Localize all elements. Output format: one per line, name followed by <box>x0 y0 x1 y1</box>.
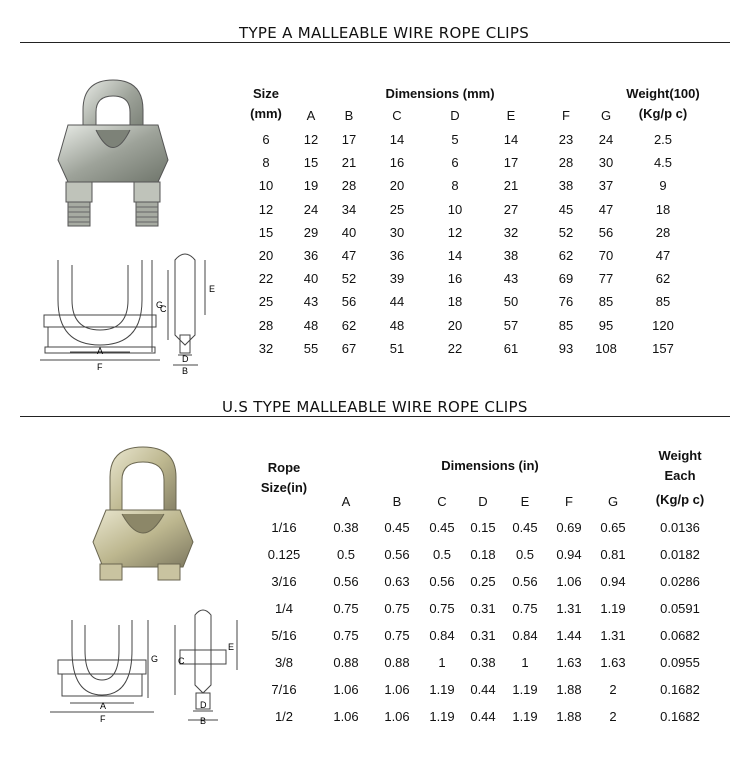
table-cell: 18 <box>655 201 671 217</box>
table-cell: 0.75 <box>512 601 538 616</box>
table-cell: 157 <box>652 340 674 356</box>
table-cell: 20 <box>389 178 405 194</box>
table-cell: 14 <box>503 132 519 147</box>
column-header-d: D <box>450 108 460 123</box>
table-cell: 10 <box>258 178 274 194</box>
table-cell: 0.0182 <box>660 547 700 562</box>
table-cell: 0.88 <box>384 655 410 670</box>
us-wire-rope-clip-photo <box>88 442 198 592</box>
label-d: D <box>200 700 207 710</box>
table-cell: 21 <box>503 178 519 194</box>
table-cell: 76 <box>558 294 574 310</box>
table-cell: 14 <box>447 248 463 263</box>
table-cell: 0.75 <box>384 601 410 616</box>
table-cell: 1.06 <box>384 709 410 724</box>
table-cell: 1.63 <box>556 655 582 670</box>
section-a-title: TYPE A MALLEABLE WIRE ROPE CLIPS <box>239 24 530 42</box>
table-cell: 4.5 <box>653 155 673 171</box>
table-cell: 0.75 <box>333 601 359 616</box>
table-cell: 61 <box>503 340 519 356</box>
table-cell: 67 <box>341 340 357 356</box>
divider <box>20 416 730 417</box>
table-cell: 0.84 <box>512 628 538 643</box>
table-cell: 23 <box>558 132 574 147</box>
header-weight-each: Each <box>664 468 696 483</box>
table-cell: 0.44 <box>470 709 496 724</box>
table-cell: 40 <box>303 271 319 287</box>
column-header-g: G <box>600 108 612 123</box>
table-cell: 30 <box>389 224 405 240</box>
table-cell: 43 <box>503 271 519 287</box>
column-header-e: E <box>506 108 516 123</box>
header-rope: Rope <box>267 460 301 475</box>
table-cell: 32 <box>503 224 519 240</box>
label-g: G <box>156 300 164 310</box>
label-a: A <box>100 701 107 711</box>
table-cell: 56 <box>598 224 614 240</box>
table-cell: 40 <box>341 224 357 240</box>
table-cell: 85 <box>558 317 574 333</box>
table-cell: 95 <box>598 317 614 333</box>
table-cell: 10 <box>447 201 463 217</box>
table-cell: 1.06 <box>333 682 359 697</box>
table-cell: 20 <box>447 317 463 333</box>
header-dimensions: Dimensions (in) <box>441 458 539 473</box>
table-cell: 28 <box>341 178 357 194</box>
table-cell: 8 <box>262 155 270 171</box>
label-d: D <box>182 354 189 364</box>
label-c: C <box>160 304 167 314</box>
table-cell: 0.45 <box>384 520 410 535</box>
table-cell: 15 <box>258 224 274 240</box>
label-g: G <box>151 654 159 664</box>
table-cell: 0.65 <box>600 520 626 535</box>
table-cell: 1/2 <box>274 709 294 724</box>
table-cell: 70 <box>598 248 614 263</box>
table-cell: 1.19 <box>512 709 538 724</box>
table-cell: 0.18 <box>470 547 496 562</box>
table-cell: 34 <box>341 201 357 217</box>
table-cell: 24 <box>598 132 614 147</box>
label-a: A <box>97 346 104 356</box>
table-cell: 108 <box>595 340 617 356</box>
column-header-e: E <box>520 494 530 509</box>
table-cell: 0.125 <box>267 547 301 562</box>
table-cell: 37 <box>598 178 614 194</box>
table-cell: 0.44 <box>470 682 496 697</box>
table-cell: 8 <box>451 178 459 194</box>
table-cell: 0.75 <box>384 628 410 643</box>
table-cell: 43 <box>303 294 319 310</box>
table-cell: 0.25 <box>470 574 496 589</box>
table-cell: 0.63 <box>384 574 410 589</box>
table-cell: 1.19 <box>512 682 538 697</box>
wire-rope-clip-photo <box>38 70 188 235</box>
table-cell: 32 <box>258 340 274 356</box>
table-cell: 1 <box>521 655 529 670</box>
column-header-b: B <box>344 108 354 123</box>
table-cell: 17 <box>341 132 357 147</box>
table-cell: 5/16 <box>271 628 297 643</box>
table-cell: 0.38 <box>470 655 496 670</box>
table-cell: 0.31 <box>470 628 496 643</box>
table-cell: 0.56 <box>512 574 538 589</box>
table-cell: 5 <box>451 132 459 147</box>
column-header-f: F <box>565 494 573 509</box>
table-cell: 1/16 <box>271 520 297 535</box>
table-cell: 47 <box>655 248 671 263</box>
table-cell: 0.75 <box>429 601 455 616</box>
table-cell: 0.38 <box>333 520 359 535</box>
table-cell: 77 <box>598 271 614 287</box>
table-cell: 0.5 <box>336 547 356 562</box>
header-size-unit: (mm) <box>250 106 282 121</box>
table-cell: 21 <box>341 155 357 171</box>
table-cell: 0.5 <box>515 547 535 562</box>
table-cell: 18 <box>447 294 463 310</box>
header-weight-unit: (Kg/p c) <box>638 106 688 121</box>
table-cell: 0.56 <box>384 547 410 562</box>
table-cell: 14 <box>389 132 405 147</box>
table-cell: 0.5 <box>432 547 452 562</box>
table-cell: 55 <box>303 340 319 356</box>
table-cell: 1.31 <box>556 601 582 616</box>
table-cell: 12 <box>303 132 319 147</box>
table-cell: 1.06 <box>384 682 410 697</box>
table-cell: 0.88 <box>333 655 359 670</box>
table-cell: 0.0591 <box>660 601 700 616</box>
table-cell: 69 <box>558 271 574 287</box>
table-cell: 0.84 <box>429 628 455 643</box>
table-cell: 0.0136 <box>660 520 700 535</box>
label-c: C <box>178 656 185 666</box>
column-header-f: F <box>562 108 570 123</box>
table-cell: 0.1682 <box>660 682 700 697</box>
table-cell: 22 <box>258 271 274 287</box>
table-cell: 1.88 <box>556 709 582 724</box>
section-us-title: U.S TYPE MALLEABLE WIRE ROPE CLIPS <box>222 398 528 416</box>
table-cell: 1.06 <box>333 709 359 724</box>
table-cell: 120 <box>652 317 674 333</box>
header-dimensions: Dimensions (mm) <box>385 86 495 101</box>
table-cell: 1.19 <box>429 682 455 697</box>
table-cell: 85 <box>655 294 671 310</box>
header-weight-unit: (Kg/p c) <box>655 492 705 507</box>
table-cell: 1.19 <box>600 601 626 616</box>
us-type-spec-table <box>240 446 730 736</box>
column-header-b: B <box>392 494 402 509</box>
table-cell: 39 <box>389 271 405 287</box>
table-cell: 56 <box>341 294 357 310</box>
label-b: B <box>200 716 207 725</box>
table-cell: 3/16 <box>271 574 297 589</box>
label-f: F <box>100 714 106 724</box>
table-cell: 62 <box>655 271 671 287</box>
table-cell: 47 <box>598 201 614 217</box>
label-b: B <box>182 366 189 375</box>
us-clip-dimension-diagram <box>30 600 240 725</box>
table-cell: 1.44 <box>556 628 582 643</box>
table-cell: 0.56 <box>333 574 359 589</box>
table-cell: 0.0286 <box>660 574 700 589</box>
table-cell: 0.75 <box>333 628 359 643</box>
table-cell: 15 <box>303 155 319 171</box>
header-weight: Weight(100) <box>626 86 700 101</box>
table-cell: 36 <box>389 248 405 263</box>
table-cell: 6 <box>451 155 459 171</box>
table-cell: 0.56 <box>429 574 455 589</box>
table-cell: 30 <box>598 155 614 171</box>
table-cell: 1.63 <box>600 655 626 670</box>
table-cell: 25 <box>389 201 405 217</box>
table-cell: 2 <box>609 709 617 724</box>
table-cell: 20 <box>258 248 274 263</box>
table-cell: 2.5 <box>653 132 673 147</box>
table-cell: 0.45 <box>429 520 455 535</box>
table-cell: 93 <box>558 340 574 356</box>
table-cell: 12 <box>447 224 463 240</box>
table-cell: 16 <box>447 271 463 287</box>
type-a-spec-table <box>240 84 720 364</box>
label-e: E <box>228 642 235 652</box>
table-cell: 1.88 <box>556 682 582 697</box>
table-cell: 57 <box>503 317 519 333</box>
table-cell: 0.94 <box>556 547 582 562</box>
table-cell: 25 <box>258 294 274 310</box>
table-cell: 36 <box>303 248 319 263</box>
table-cell: 1.06 <box>556 574 582 589</box>
table-cell: 48 <box>389 317 405 333</box>
divider <box>20 42 730 43</box>
table-cell: 7/16 <box>271 682 297 697</box>
table-cell: 85 <box>598 294 614 310</box>
table-cell: 0.0955 <box>660 655 700 670</box>
table-cell: 0.45 <box>512 520 538 535</box>
table-cell: 28 <box>258 317 274 333</box>
table-cell: 0.94 <box>600 574 626 589</box>
table-cell: 12 <box>258 201 274 217</box>
header-weight: Weight <box>658 448 702 463</box>
table-cell: 45 <box>558 201 574 217</box>
table-cell: 52 <box>558 224 574 240</box>
column-header-c: C <box>437 494 447 509</box>
table-cell: 51 <box>389 340 405 356</box>
table-cell: 62 <box>558 248 574 263</box>
column-header-a: A <box>306 108 316 123</box>
table-cell: 47 <box>341 248 357 263</box>
table-cell: 28 <box>558 155 574 171</box>
table-cell: 62 <box>341 317 357 333</box>
table-cell: 0.15 <box>470 520 496 535</box>
table-cell: 1 <box>438 655 446 670</box>
table-cell: 9 <box>659 178 667 194</box>
table-cell: 19 <box>303 178 319 194</box>
table-cell: 27 <box>503 201 519 217</box>
column-header-d: D <box>478 494 488 509</box>
table-cell: 1.31 <box>600 628 626 643</box>
column-header-a: A <box>341 494 351 509</box>
table-cell: 2 <box>609 682 617 697</box>
table-cell: 24 <box>303 201 319 217</box>
header-rope-unit: Size(in) <box>260 480 308 495</box>
clip-dimension-diagram <box>30 240 235 375</box>
table-cell: 17 <box>503 155 519 171</box>
table-cell: 0.81 <box>600 547 626 562</box>
table-cell: 52 <box>341 271 357 287</box>
column-header-g: G <box>607 494 619 509</box>
table-cell: 0.0682 <box>660 628 700 643</box>
header-size: Size <box>252 86 279 101</box>
table-cell: 48 <box>303 317 319 333</box>
table-cell: 38 <box>503 248 519 263</box>
table-cell: 50 <box>503 294 519 310</box>
label-e: E <box>209 284 216 294</box>
table-cell: 38 <box>558 178 574 194</box>
table-cell: 0.1682 <box>660 709 700 724</box>
table-cell: 16 <box>389 155 405 171</box>
table-cell: 0.69 <box>556 520 582 535</box>
table-cell: 1/4 <box>274 601 294 616</box>
table-cell: 44 <box>389 294 405 310</box>
column-header-c: C <box>392 108 402 123</box>
table-cell: 6 <box>262 132 270 147</box>
table-cell: 22 <box>447 340 463 356</box>
table-cell: 28 <box>655 224 671 240</box>
table-cell: 3/8 <box>274 655 294 670</box>
table-cell: 0.31 <box>470 601 496 616</box>
label-f: F <box>97 362 103 372</box>
table-cell: 1.19 <box>429 709 455 724</box>
table-cell: 29 <box>303 224 319 240</box>
